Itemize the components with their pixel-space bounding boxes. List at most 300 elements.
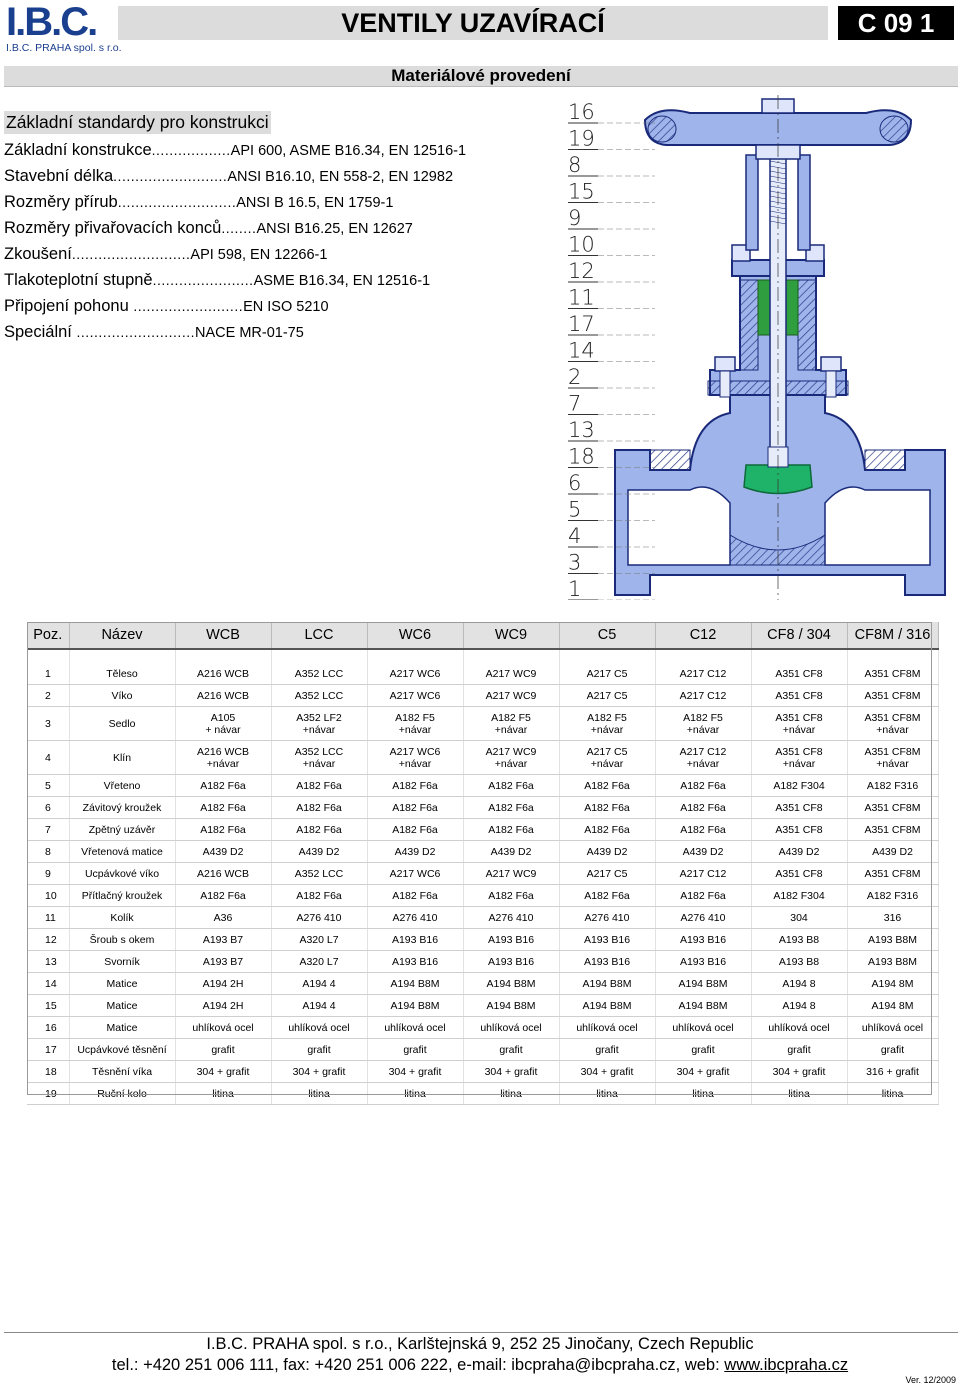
cell-material: A194 B8M: [655, 995, 751, 1017]
cell-material: A217 C12: [655, 685, 751, 707]
footer-web-link[interactable]: www.ibcpraha.cz: [724, 1356, 849, 1374]
standard-label: Stavební délka: [4, 167, 114, 185]
callout-number: 5: [568, 497, 582, 522]
version-label: Ver. 12/2009: [905, 1375, 956, 1385]
cell-material: A182 F6a: [463, 819, 559, 841]
standard-row: [4, 270, 466, 296]
cell-material: A194 8: [751, 995, 847, 1017]
cell-material: A194 B8M: [463, 973, 559, 995]
cell-material: A194 4: [271, 995, 367, 1017]
cell-material: A217 C5: [559, 685, 655, 707]
cell-material: A182 F6a: [271, 885, 367, 907]
cell-material: litina: [271, 1083, 367, 1105]
cell-material: grafit: [463, 1039, 559, 1061]
cell-poz: 3: [27, 707, 69, 741]
cell-material: A182 F6a: [175, 775, 271, 797]
cell-material: 304 + grafit: [463, 1061, 559, 1083]
cell-material: A320 L7: [271, 951, 367, 973]
cell-material: litina: [367, 1083, 463, 1105]
cell-material: grafit: [847, 1039, 938, 1061]
cell-material: A217 C12 +návar: [655, 741, 751, 775]
cell-material: A193 B16: [655, 929, 751, 951]
materials-table: [27, 622, 939, 1105]
packing-right: [786, 280, 798, 335]
cell-material: 304 + grafit: [175, 1061, 271, 1083]
table-row: [27, 797, 938, 819]
product-code-box: [838, 6, 954, 40]
cell-poz: 14: [27, 973, 69, 995]
cell-material: A182 F6a: [367, 797, 463, 819]
cell-material: 304 + grafit: [367, 1061, 463, 1083]
cell-material: A193 B8M: [847, 951, 938, 973]
table-row: [27, 841, 938, 863]
cell-part-name: Vřetenová matice: [69, 841, 175, 863]
cell-poz: 15: [27, 995, 69, 1017]
standard-value: ANSI B 16.5, EN 1759-1: [236, 195, 394, 211]
cell-material: A182 F6a: [367, 775, 463, 797]
cell-material: A182 F6a: [655, 819, 751, 841]
cell-material: A352 LCC: [271, 863, 367, 885]
valve-cross-section-drawing: [560, 95, 960, 600]
cell-material: A182 F5 +návar: [463, 707, 559, 741]
cell-material: A439 D2: [847, 841, 938, 863]
cell-material: A193 B16: [559, 929, 655, 951]
table-row: [27, 685, 938, 707]
cell-part-name: Matice: [69, 1017, 175, 1039]
cell-material: A352 LF2 +návar: [271, 707, 367, 741]
cell-part-name: Ucpávkové víko: [69, 863, 175, 885]
cell-material: A182 F6a: [559, 885, 655, 907]
cell-poz: 16: [27, 1017, 69, 1039]
cell-material: A182 F6a: [175, 885, 271, 907]
cell-material: A182 F6a: [559, 775, 655, 797]
cell-material: A276 410: [655, 907, 751, 929]
standard-row: [4, 322, 466, 348]
cell-material: A182 F6a: [367, 885, 463, 907]
cell-part-name: Matice: [69, 973, 175, 995]
standard-leader-dots: .........................: [133, 298, 244, 314]
cell-material: A276 410: [271, 907, 367, 929]
table-row: [27, 929, 938, 951]
table-row: [27, 1061, 938, 1083]
bonnet-wall-left: [740, 280, 758, 370]
table-row: [27, 707, 938, 741]
standard-leader-dots: .......................: [152, 272, 254, 288]
cell-material: A217 WC6 +návar: [367, 741, 463, 775]
standard-leader-dots: ..........................: [113, 168, 228, 184]
cell-material: A351 CF8M +návar: [847, 707, 938, 741]
cell-material: uhlíková ocel: [175, 1017, 271, 1039]
packing-left: [758, 280, 770, 335]
cell-material: A194 B8M: [367, 973, 463, 995]
standard-label: Rozměry přírub: [4, 193, 118, 211]
cell-poz: 17: [27, 1039, 69, 1061]
cell-material: A439 D2: [559, 841, 655, 863]
callout-number: 10: [568, 232, 595, 257]
cell-material: A182 F6a: [271, 797, 367, 819]
page-title-box: [118, 6, 828, 40]
cell-material: grafit: [175, 1039, 271, 1061]
cell-material: A182 F6a: [655, 797, 751, 819]
table-row: [27, 951, 938, 973]
cell-material: A439 D2: [463, 841, 559, 863]
standard-leader-dots: ...........................: [76, 324, 195, 340]
cell-material: A352 LCC: [271, 663, 367, 685]
bonnet-bolt-left: [720, 371, 730, 397]
cell-material: A217 WC9: [463, 685, 559, 707]
cell-material: A217 WC9: [463, 863, 559, 885]
cell-material: A182 F304: [751, 885, 847, 907]
cell-material: A193 B16: [367, 951, 463, 973]
standard-leader-dots: ...........................: [117, 194, 237, 210]
cell-material: A217 C5 +návar: [559, 741, 655, 775]
table-row: [27, 819, 938, 841]
cell-material: A276 410: [463, 907, 559, 929]
cell-poz: 10: [27, 885, 69, 907]
cell-material: 304 + grafit: [559, 1061, 655, 1083]
logo-mark: I.B.C.: [6, 0, 97, 44]
cell-material: A182 F316: [847, 885, 938, 907]
table-row: [27, 973, 938, 995]
cell-material: A217 WC9: [463, 663, 559, 685]
callout-number: 14: [568, 338, 595, 363]
bonnet-nut-left: [715, 357, 735, 371]
callout-number: 2: [568, 365, 582, 389]
cell-material: A439 D2: [367, 841, 463, 863]
cell-material: A194 B8M: [463, 995, 559, 1017]
standard-value: NACE MR-01-75: [195, 325, 304, 341]
table-row: [27, 885, 938, 907]
cell-material: A276 410: [367, 907, 463, 929]
product-code: C 09 1: [857, 8, 935, 38]
table-row: [27, 741, 938, 775]
cell-material: A217 C5: [559, 663, 655, 685]
callout-number: 6: [568, 471, 582, 495]
cell-material: A182 F6a: [367, 819, 463, 841]
header-col-wc6: WC6: [367, 622, 463, 649]
cell-material: A351 CF8: [751, 685, 847, 707]
cell-material: A193 B8: [751, 951, 847, 973]
standard-value: EN ISO 5210: [243, 299, 329, 315]
cell-poz: 5: [27, 775, 69, 797]
callout-number: 4: [568, 524, 582, 548]
standard-label: Rozměry přivařovacích konců: [4, 219, 222, 237]
page-title: VENTILY UZAVÍRACÍ: [341, 8, 605, 38]
table-row: [27, 1039, 938, 1061]
cell-material: A182 F6a: [655, 775, 751, 797]
cell-material: A216 WCB: [175, 685, 271, 707]
cell-material: A105 + návar: [175, 707, 271, 741]
table-row: [27, 907, 938, 929]
cell-part-name: Přítlačný kroužek: [69, 885, 175, 907]
standard-leader-dots: ...........................: [71, 246, 191, 262]
callout-number: 7: [568, 391, 582, 416]
cell-material: A182 F6a: [175, 797, 271, 819]
table-row: [27, 863, 938, 885]
callout-number: 15: [568, 179, 595, 204]
table-header-row: [27, 622, 938, 649]
cell-part-name: Víko: [69, 685, 175, 707]
cell-material: A194 B8M: [655, 973, 751, 995]
cell-material: A351 CF8M: [847, 819, 938, 841]
cell-material: uhlíková ocel: [847, 1017, 938, 1039]
handwheel-rim-right: [880, 116, 908, 142]
cell-material: A351 CF8: [751, 797, 847, 819]
cell-material: A351 CF8 +návar: [751, 741, 847, 775]
cell-part-name: Těsnění víka: [69, 1061, 175, 1083]
cell-material: A193 B7: [175, 929, 271, 951]
footer-address: I.B.C. PRAHA spol. s r.o., Karlštejnská 9, 252 25 Jinočany, Czech Republic: [206, 1335, 754, 1353]
logo-subtitle: I.B.C. PRAHA spol. s r.o.: [6, 42, 122, 54]
header-col-nazev: Název: [69, 622, 175, 649]
header-col-c5: C5: [559, 622, 655, 649]
cell-material: litina: [559, 1083, 655, 1105]
header-col-cf8m: CF8M / 316: [847, 622, 938, 649]
header-col-lcc: LCC: [271, 622, 367, 649]
callout-number: 16: [568, 100, 595, 124]
cell-material: A182 F6a: [463, 775, 559, 797]
cell-material: A194 8M: [847, 995, 938, 1017]
cell-material: A182 F316: [847, 775, 938, 797]
cell-part-name: Šroub s okem: [69, 929, 175, 951]
cell-material: A193 B16: [463, 951, 559, 973]
cell-part-name: Klín: [69, 741, 175, 775]
callout-number: 18: [568, 444, 595, 469]
cell-material: grafit: [559, 1039, 655, 1061]
cell-material: A194 2H: [175, 973, 271, 995]
cell-material: A217 WC6: [367, 863, 463, 885]
table-spacer: [27, 649, 938, 663]
table-row: [27, 1083, 938, 1105]
callout-number: 17: [568, 312, 595, 336]
cell-material: A182 F6a: [271, 775, 367, 797]
cell-material: A182 F6a: [655, 885, 751, 907]
cell-material: A193 B16: [367, 929, 463, 951]
standard-label: Základní konstrukce: [4, 141, 152, 159]
standard-leader-dots: ..................: [151, 142, 231, 158]
cell-part-name: Zpětný uzávěr: [69, 819, 175, 841]
section-title: Materiálové provedení: [391, 66, 571, 85]
table-row: [27, 1017, 938, 1039]
cell-material: A351 CF8: [751, 819, 847, 841]
cell-material: A193 B16: [463, 929, 559, 951]
cell-material: A276 410: [559, 907, 655, 929]
inlet-flange-hatch: [650, 450, 690, 470]
standard-value: API 598, EN 12266-1: [190, 247, 328, 263]
cell-material: litina: [751, 1083, 847, 1105]
cell-material: A216 WCB: [175, 663, 271, 685]
cell-poz: 8: [27, 841, 69, 863]
cell-part-name: Těleso: [69, 663, 175, 685]
header-col-wc9: WC9: [463, 622, 559, 649]
outlet-flange-hatch: [865, 450, 905, 470]
cell-material: A182 F6a: [559, 819, 655, 841]
standard-label: Tlakoteplotní stupně: [4, 271, 153, 289]
standards-list: [4, 140, 466, 348]
footer-divider: [4, 1332, 958, 1333]
company-logo: [6, 0, 122, 54]
cell-material: A36: [175, 907, 271, 929]
cell-material: A182 F5 +návar: [367, 707, 463, 741]
cell-poz: 19: [27, 1083, 69, 1105]
cell-material: A182 F6a: [175, 819, 271, 841]
table-row: [27, 775, 938, 797]
cell-material: A194 8M: [847, 973, 938, 995]
footer-contact-text: tel.: +420 251 006 111, fax: +420 251 006 222, e-mail: ibcpraha@ibcpraha.cz, web:: [111, 1356, 725, 1374]
cell-material: A351 CF8M: [847, 663, 938, 685]
cell-material: 304 + grafit: [271, 1061, 367, 1083]
bonnet-nut-right: [821, 357, 841, 371]
cell-material: A194 B8M: [559, 973, 655, 995]
header-col-cf8: CF8 / 304: [751, 622, 847, 649]
cell-part-name: Svorník: [69, 951, 175, 973]
cell-material: A193 B16: [559, 951, 655, 973]
cell-material: A320 L7: [271, 929, 367, 951]
cell-material: A193 B7: [175, 951, 271, 973]
cell-material: litina: [847, 1083, 938, 1105]
section-band: [4, 66, 958, 87]
cell-material: A193 B8M: [847, 929, 938, 951]
cell-material: A193 B16: [655, 951, 751, 973]
cell-poz: 4: [27, 741, 69, 775]
body-inlet-port: [628, 487, 730, 565]
cell-material: A194 4: [271, 973, 367, 995]
cell-material: A351 CF8M: [847, 797, 938, 819]
cell-poz: 9: [27, 863, 69, 885]
cell-material: litina: [175, 1083, 271, 1105]
cell-material: A182 F5 +návar: [655, 707, 751, 741]
standards-heading: Základní standardy pro konstrukci: [6, 112, 269, 132]
cell-material: A352 LCC: [271, 685, 367, 707]
callout-number: 12: [568, 259, 595, 283]
cell-material: uhlíková ocel: [463, 1017, 559, 1039]
cell-material: A217 WC6: [367, 663, 463, 685]
standard-row: [4, 140, 466, 166]
cell-poz: 1: [27, 663, 69, 685]
cell-material: grafit: [751, 1039, 847, 1061]
cell-poz: 18: [27, 1061, 69, 1083]
cell-material: litina: [463, 1083, 559, 1105]
table-row: [27, 995, 938, 1017]
standard-label: Speciální: [4, 323, 77, 341]
cell-material: A439 D2: [655, 841, 751, 863]
cell-material: uhlíková ocel: [367, 1017, 463, 1039]
cell-material: A217 C12: [655, 663, 751, 685]
handwheel-rim-left: [648, 116, 676, 142]
yoke-post-right: [798, 155, 810, 250]
cell-poz: 11: [27, 907, 69, 929]
cell-material: A182 F6a: [559, 797, 655, 819]
cell-material: A351 CF8M: [847, 863, 938, 885]
cell-material: A351 CF8M: [847, 685, 938, 707]
callout-number: 8: [568, 153, 582, 177]
cell-material: uhlíková ocel: [751, 1017, 847, 1039]
cell-material: A216 WCB +návar: [175, 741, 271, 775]
cell-material: 304: [751, 907, 847, 929]
standard-row: [4, 296, 466, 322]
callout-number: 3: [568, 550, 582, 575]
cell-material: A351 CF8M +návar: [847, 741, 938, 775]
bonnet-wall-right: [798, 280, 816, 370]
cell-part-name: Ucpávkové těsnění: [69, 1039, 175, 1061]
cell-material: uhlíková ocel: [655, 1017, 751, 1039]
cell-material: A439 D2: [751, 841, 847, 863]
standard-row: [4, 218, 466, 244]
cell-material: uhlíková ocel: [271, 1017, 367, 1039]
cell-material: A182 F5 +návar: [559, 707, 655, 741]
standard-value: ANSI B16.25, EN 12627: [256, 221, 413, 237]
cell-material: 316 + grafit: [847, 1061, 938, 1083]
cell-material: A193 B8: [751, 929, 847, 951]
cell-material: A194 2H: [175, 995, 271, 1017]
callout-number: 1: [568, 577, 582, 600]
cell-material: grafit: [655, 1039, 751, 1061]
standard-value: API 600, ASME B16.34, EN 12516-1: [230, 143, 467, 159]
cell-material: A182 F6a: [271, 819, 367, 841]
callout-number: 11: [568, 285, 595, 310]
callout-number: 19: [568, 126, 595, 151]
cell-material: grafit: [367, 1039, 463, 1061]
standard-row: [4, 244, 466, 270]
cell-part-name: Matice: [69, 995, 175, 1017]
cell-material: A439 D2: [271, 841, 367, 863]
cell-material: uhlíková ocel: [559, 1017, 655, 1039]
yoke-post-left: [746, 155, 758, 250]
cell-material: 316: [847, 907, 938, 929]
cell-material: A217 C12: [655, 863, 751, 885]
cell-material: 304 + grafit: [655, 1061, 751, 1083]
cell-material: A217 C5: [559, 863, 655, 885]
cell-poz: 6: [27, 797, 69, 819]
cell-part-name: Sedlo: [69, 707, 175, 741]
cell-material: A182 F304: [751, 775, 847, 797]
cell-part-name: Vřeteno: [69, 775, 175, 797]
standard-row: [4, 166, 466, 192]
standard-label: Zkoušení: [4, 245, 72, 263]
cell-material: A439 D2: [175, 841, 271, 863]
cell-poz: 2: [27, 685, 69, 707]
cell-material: A217 WC6: [367, 685, 463, 707]
cell-part-name: Závitový kroužek: [69, 797, 175, 819]
standard-value: ASME B16.34, EN 12516-1: [253, 273, 431, 289]
cell-material: 304 + grafit: [751, 1061, 847, 1083]
standard-leader-dots: ........: [221, 220, 257, 236]
table-row: [27, 663, 938, 685]
cell-material: A182 F6a: [463, 885, 559, 907]
standard-value: ANSI B16.10, EN 558-2, EN 12982: [227, 169, 454, 185]
standard-label: Připojení pohonu: [4, 297, 134, 315]
cell-material: A182 F6a: [463, 797, 559, 819]
cell-material: A194 8: [751, 973, 847, 995]
cell-poz: 12: [27, 929, 69, 951]
footer-contacts: [0, 1356, 960, 1375]
cell-material: A352 LCC +návar: [271, 741, 367, 775]
cell-material: litina: [655, 1083, 751, 1105]
cell-poz: 7: [27, 819, 69, 841]
header-col-poz: Poz.: [27, 622, 69, 649]
callout-number: 13: [568, 418, 595, 442]
cell-material: A351 CF8: [751, 863, 847, 885]
cell-material: A351 CF8 +návar: [751, 707, 847, 741]
cell-material: grafit: [271, 1039, 367, 1061]
cell-material: A216 WCB: [175, 863, 271, 885]
cell-poz: 13: [27, 951, 69, 973]
body-outlet-port: [825, 487, 930, 565]
cell-material: A351 CF8: [751, 663, 847, 685]
cell-part-name: Ruční kolo: [69, 1083, 175, 1105]
standard-row: [4, 192, 466, 218]
cell-part-name: Kolík: [69, 907, 175, 929]
